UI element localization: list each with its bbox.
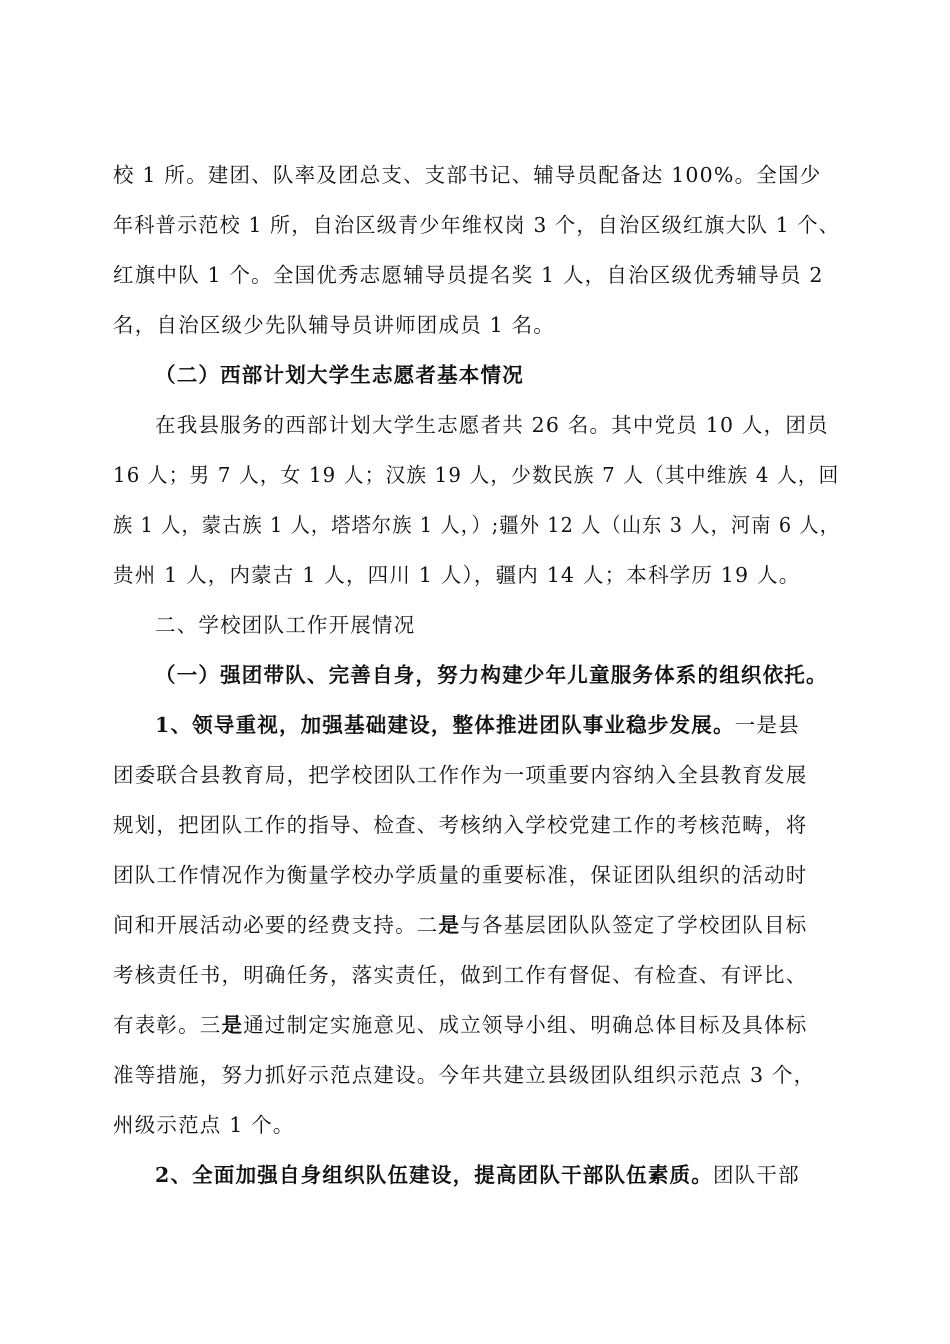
body-text-line: 考核责任书，明确任务，落实责任，做到工作有督促、有检查、有评比、 — [113, 963, 808, 987]
body-text-span: 一是县 — [734, 713, 800, 737]
section-heading: 二、学校团队工作开展情况 — [155, 613, 416, 637]
body-text-line — [155, 1160, 800, 1190]
body-text-line: 族 1 人，蒙古族 1 人，塔塔尔族 1 人，）;疆外 12 人（山东 3 人，河南 6 人， — [113, 513, 841, 537]
body-text-span: 有表彰。三 — [113, 1013, 222, 1037]
subsection-heading: （二）西部计划大学生志愿者基本情况 — [155, 363, 524, 387]
paragraph-lead-heading: 2、全面加强自身组织队伍建设，提高团队干部队伍素质。 — [155, 1163, 713, 1187]
body-text-span: 与各基层团队队签定了学校团队目标 — [460, 913, 808, 937]
body-text-line: 校 1 所。建团、队率及团总支、支部书记、辅导员配备达 100%。全国少 — [113, 163, 822, 187]
body-text-line: 准等措施，努力抓好示范点建设。今年共建立县级团队组织示范点 3 个， — [113, 1063, 816, 1087]
body-text-line — [155, 710, 800, 740]
body-text-line: 团委联合县教育局，把学校团队工作作为一项重要内容纳入全县教育发展 — [113, 763, 808, 787]
body-text-span: 间和开展活动必要的经费支持。二 — [113, 913, 439, 937]
body-text-line: 16 人；男 7 人，女 19 人；汉族 19 人，少数民族 7 人（其中维族 4 人，回 — [113, 463, 840, 487]
body-text-line: 州级示范点 1 个。 — [113, 1113, 295, 1137]
body-text-line — [113, 910, 807, 940]
body-text-line: 年科普示范校 1 所，自治区级青少年维权岗 3 个，自治区级红旗大队 1 个、 — [113, 213, 841, 237]
body-text-line: 规划，把团队工作的指导、检查、考核纳入学校党建工作的考核范畴，将 — [113, 813, 808, 837]
body-text-line: 红旗中队 1 个。全国优秀志愿辅导员提名奖 1 人，自治区级优秀辅导员 2 — [113, 263, 824, 287]
body-text-line: 团队工作情况作为衡量学校办学质量的重要标准，保证团队组织的活动时 — [113, 863, 808, 887]
body-text-span: 通过制定实施意见、成立领导小组、明确总体目标及具体标 — [243, 1013, 808, 1037]
body-text-span: 团队干部 — [712, 1163, 800, 1187]
subsection-heading: （一）强团带队、完善自身，努力构建少年儿童服务体系的组织依托。 — [155, 663, 828, 687]
emphasis-span: 是 — [438, 913, 461, 937]
body-text-line: 贵州 1 人，内蒙古 1 人，四川 1 人），疆内 14 人；本科学历 19 人。 — [113, 563, 801, 587]
body-text-line: 名，自治区级少先队辅导员讲师团成员 1 名。 — [113, 313, 555, 337]
paragraph-lead-heading: 1、领导重视，加强基础建设，整体推进团队事业稳步发展。 — [155, 713, 735, 737]
body-text-line — [113, 1010, 807, 1040]
body-text-line: 在我县服务的西部计划大学生志愿者共 26 名。其中党员 10 人，团员 — [155, 413, 829, 437]
emphasis-span: 是 — [221, 1013, 244, 1037]
